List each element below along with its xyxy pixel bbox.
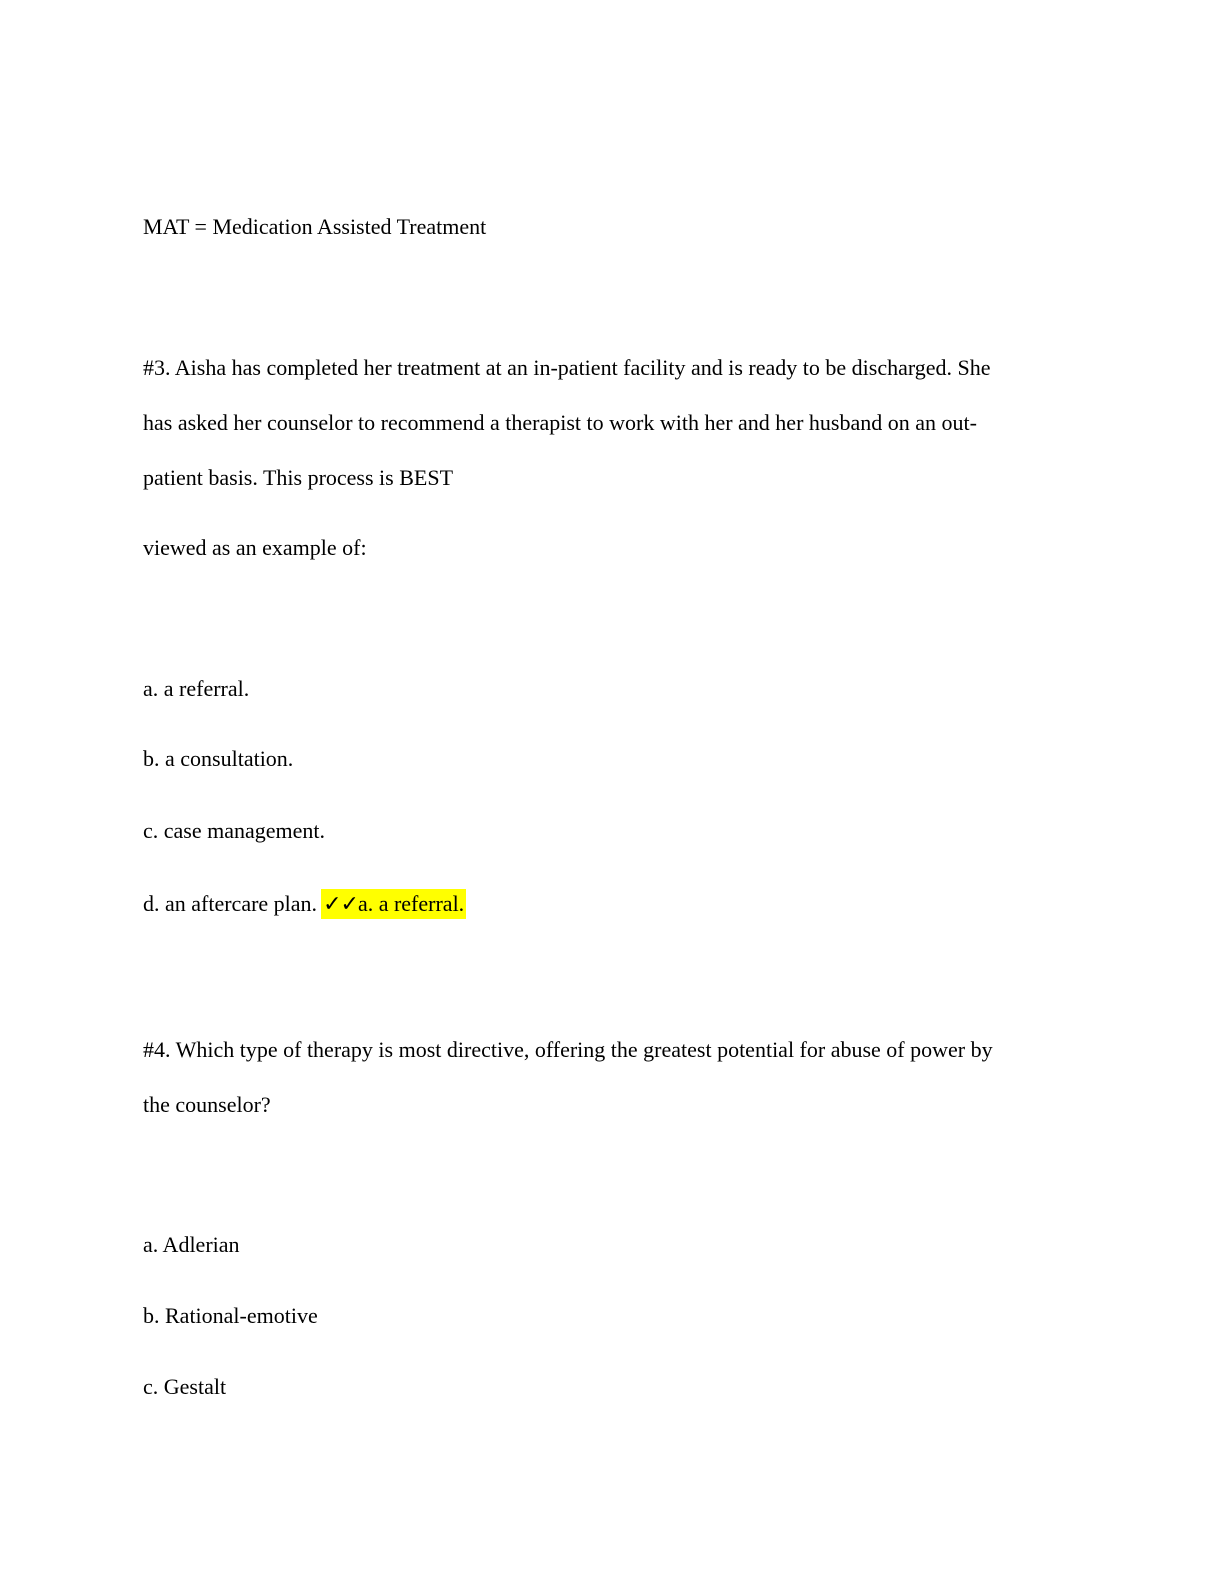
answer-highlight (321, 889, 466, 919)
question-3-line-3: patient basis. This process is BEST (143, 465, 454, 490)
question-4-option-c: c. Gestalt (143, 1374, 227, 1399)
definition-line: MAT = Medication Assisted Treatment (143, 214, 487, 239)
question-4-line-2: the counselor? (143, 1092, 271, 1117)
question-3-option-d-row (143, 891, 466, 918)
question-3-line-2: has asked her counselor to recommend a therapist to work with her and her husband on an out- (143, 410, 977, 435)
double-check-icon: ✓✓ (323, 892, 358, 917)
question-3-option-a: a. a referral. (143, 676, 250, 701)
question-3-option-c: c. case management. (143, 818, 326, 843)
question-3-line-1: #3. Aisha has completed her treatment at an in-patient facility and is ready to be discharged. She (143, 355, 991, 380)
question-4-line-1: #4. Which type of therapy is most directive, offering the greatest potential for abuse of power by (143, 1037, 993, 1062)
question-4-option-a: a. Adlerian (143, 1232, 240, 1257)
question-3-option-d: d. an aftercare plan. (143, 891, 318, 916)
answer-text: a. a referral. (357, 891, 465, 916)
question-3-option-b: b. a consultation. (143, 746, 294, 771)
question-4-option-b: b. Rational-emotive (143, 1303, 318, 1328)
question-3-line-4: viewed as an example of: (143, 535, 367, 560)
